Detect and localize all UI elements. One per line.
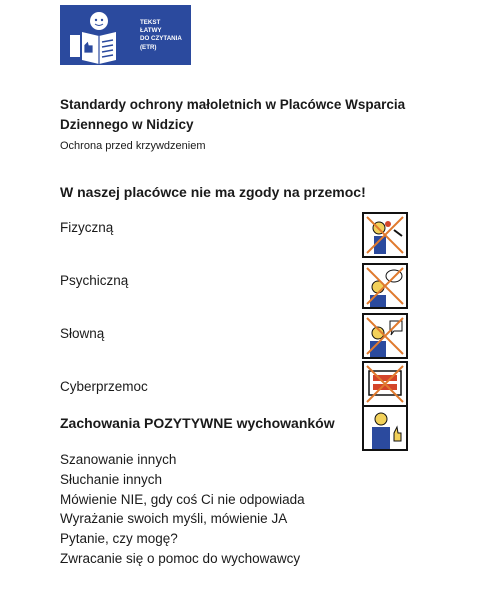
thumbs-up-person-icon — [362, 405, 408, 451]
violence-item-physical: Fizyczną — [60, 220, 114, 235]
logo-text — [140, 19, 182, 52]
document-subtitle: Ochrona przed krzywdzeniem — [60, 140, 206, 152]
positive-heading: Zachowania POZYTYWNE wychowanków — [60, 415, 335, 431]
positive-behaviours-list — [60, 450, 305, 569]
list-item: Pytanie, czy mogę? — [60, 531, 178, 547]
list-item: Mówienie NIE, gdy coś Ci nie odpowiada — [60, 491, 305, 507]
logo-line: DO CZYTANIA — [140, 35, 182, 43]
easy-to-read-logo — [60, 5, 191, 65]
list-item: Słuchanie innych — [60, 471, 163, 487]
violence-item-verbal: Słowną — [60, 326, 105, 341]
violence-item-psychological: Psychiczną — [60, 273, 129, 288]
psychological-violence-icon — [362, 263, 408, 309]
list-item: Szanowanie innych — [60, 452, 177, 467]
document-title: Standardy ochrony małoletnich w Placówce Wsparcia Dziennego w Nidzicy — [60, 97, 406, 132]
violence-heading: W naszej placówce nie ma zgody na przemoc! — [60, 184, 366, 200]
physical-violence-icon — [362, 212, 408, 258]
cyberbullying-icon — [362, 361, 408, 407]
violence-item-cyber: Cyberprzemoc — [60, 379, 148, 394]
list-item: Zwracanie się o pomoc do wychowawcy — [60, 550, 301, 566]
logo-line: (ETR) — [140, 43, 157, 51]
logo-line: TEKST — [140, 19, 161, 26]
verbal-violence-icon — [362, 313, 408, 359]
logo-line: ŁATWY — [140, 27, 162, 35]
list-item: Wyrażanie swoich myśli, mówienie JA — [60, 511, 288, 527]
